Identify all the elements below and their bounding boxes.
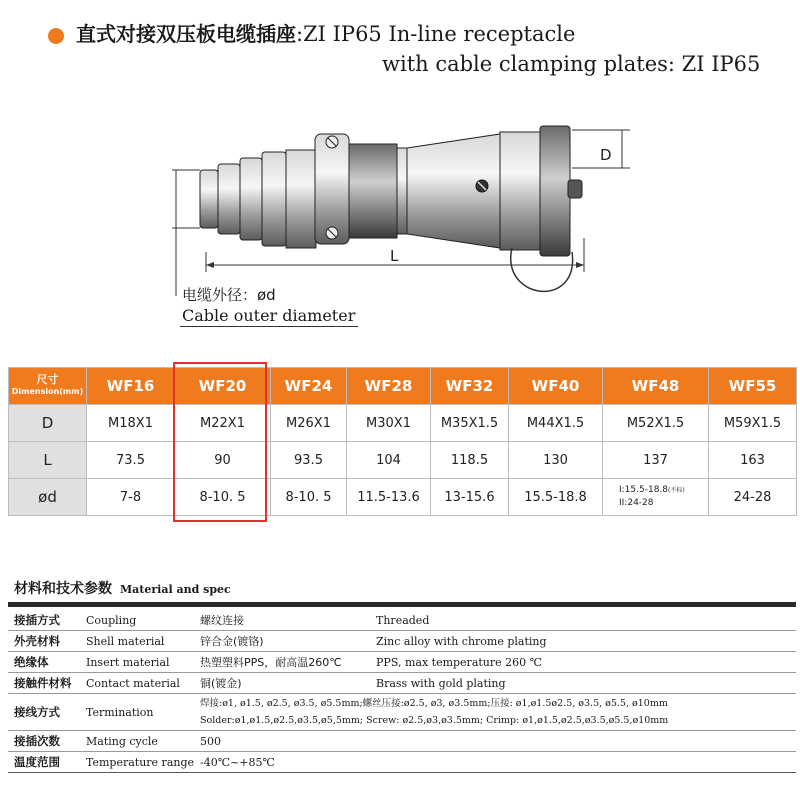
spec-label-cn: 接插方式 [8, 610, 80, 631]
table-cell: 104 [347, 442, 431, 479]
dimension-header [9, 368, 87, 405]
spec-label-cn: 接触件材料 [8, 673, 80, 694]
spec-value-en: Brass with gold plating [370, 673, 796, 694]
table-cell: 15.5-18.8 [509, 479, 603, 516]
table-cell: M35X1.5 [431, 405, 509, 442]
table-cell: M44X1.5 [509, 405, 603, 442]
table-cell: 13-15.6 [431, 479, 509, 516]
spec-label-en: Termination [80, 694, 194, 731]
spec-value-cn: 锌合金(镀铬) [194, 631, 370, 652]
title-cn: 直式对接双压板电缆插座 [76, 22, 296, 46]
title-en-1: :ZI IP65 In-line receptacle [296, 22, 576, 46]
table-cell: 163 [709, 442, 797, 479]
table-cell: 73.5 [87, 442, 175, 479]
spec-label-cn: 绝缘体 [8, 652, 80, 673]
header-cn: 尺寸 [36, 373, 59, 386]
model-header: WF24 [271, 368, 347, 405]
spec-label-en: Mating cycle [80, 731, 194, 752]
table-cell-wf48-d [603, 479, 709, 516]
spec-label-en: Insert material [80, 652, 194, 673]
model-header: WF20 [175, 368, 271, 405]
table-row [8, 631, 796, 652]
spec-label-cn: 接线方式 [8, 694, 80, 731]
table-cell: 93.5 [271, 442, 347, 479]
materials-table [8, 610, 796, 773]
spec-value-cn: 铜(镀金) [194, 673, 370, 694]
row-label: D [9, 405, 87, 442]
wf48-d-note: (不标) [668, 487, 685, 494]
table-cell: M52X1.5 [603, 405, 709, 442]
spec-value-en: Threaded [370, 610, 796, 631]
label-D: D [600, 146, 612, 164]
table-cell: 11.5-13.6 [347, 479, 431, 516]
termination-line2: Solder:ø1,ø1.5,ø2.5,ø3.5,ø5,5mm; Screw: ø2.5,ø3,ø3.5mm; Crimp: ø1,ø1.5,ø2.5,ø3.5,ø5.5,ø10mm [200, 715, 669, 726]
table-cell: 24-28 [709, 479, 797, 516]
wf20-highlight-box [173, 362, 267, 522]
table-cell: M26X1 [271, 405, 347, 442]
spec-value-en: PPS, max temperature 260 ℃ [370, 652, 796, 673]
table-cell: 8-10. 5 [175, 479, 271, 516]
caption-cn: 电缆外径：ød [182, 286, 276, 304]
table-cell: M18X1 [87, 405, 175, 442]
title-en-2: with cable clamping plates: ZI IP65 [382, 52, 761, 76]
table-cell: M30X1 [347, 405, 431, 442]
table-cell: 7-8 [87, 479, 175, 516]
spec-value: 500 [194, 731, 796, 752]
spec-label-cn: 温度范围 [8, 752, 80, 773]
table-row [9, 442, 797, 479]
row-label: ød [9, 479, 87, 516]
row-label: L [9, 442, 87, 479]
table-row [8, 694, 796, 731]
table-row [9, 405, 797, 442]
wf48-d-line1: I:15.5-18.8 [619, 485, 669, 495]
table-row [9, 479, 797, 516]
spec-value: -40℃~+85℃ [194, 752, 796, 773]
materials-title-cn: 材料和技术参数 [14, 581, 112, 597]
page-title [76, 18, 575, 47]
table-row [8, 610, 796, 631]
model-header: WF16 [87, 368, 175, 405]
table-cell: 130 [509, 442, 603, 479]
label-L: L [390, 247, 399, 265]
table-cell: M59X1.5 [709, 405, 797, 442]
table-cell: M22X1 [175, 405, 271, 442]
spec-label-en: Shell material [80, 631, 194, 652]
model-header: WF32 [431, 368, 509, 405]
model-header: WF48 [603, 368, 709, 405]
model-header: WF40 [509, 368, 603, 405]
spec-label-en: Contact material [80, 673, 194, 694]
table-row [8, 673, 796, 694]
orange-bullet-icon [48, 28, 64, 44]
table-row [8, 752, 796, 773]
spec-value-cn: 热塑塑料PPS，耐高温260℃ [194, 652, 370, 673]
table-header-row [9, 368, 797, 405]
section-divider [8, 602, 796, 607]
connector-drawing [160, 120, 640, 310]
table-row [8, 731, 796, 752]
spec-label-cn: 接插次数 [8, 731, 80, 752]
spec-label-en: Coupling [80, 610, 194, 631]
dimension-table [8, 367, 797, 516]
model-header: WF28 [347, 368, 431, 405]
termination-values [194, 694, 796, 731]
spec-label-cn: 外壳材料 [8, 631, 80, 652]
caption-underline [180, 326, 358, 327]
spec-value-cn: 螺纹连接 [194, 610, 370, 631]
table-cell: 118.5 [431, 442, 509, 479]
table-row [8, 652, 796, 673]
caption-en: Cable outer diameter [182, 306, 356, 325]
table-cell: 137 [603, 442, 709, 479]
table-cell: 90 [175, 442, 271, 479]
wf48-d-line2: II:24-28 [619, 498, 654, 508]
spec-value-en: Zinc alloy with chrome plating [370, 631, 796, 652]
spec-label-en: Temperature range [80, 752, 194, 773]
termination-line1: 焊接:ø1, ø1.5, ø2.5, ø3.5, ø5.5mm;螺丝压接:ø2.5, ø3, ø3.5mm;压接: ø1,ø1.5ø2.5, ø3.5, ø5.5, ø10mm [200, 698, 668, 709]
materials-title-en: Material and spec [120, 583, 231, 596]
model-header: WF55 [709, 368, 797, 405]
table-cell: 8-10. 5 [271, 479, 347, 516]
header-en: Dimension(mm) [11, 387, 84, 396]
materials-title [14, 578, 231, 598]
